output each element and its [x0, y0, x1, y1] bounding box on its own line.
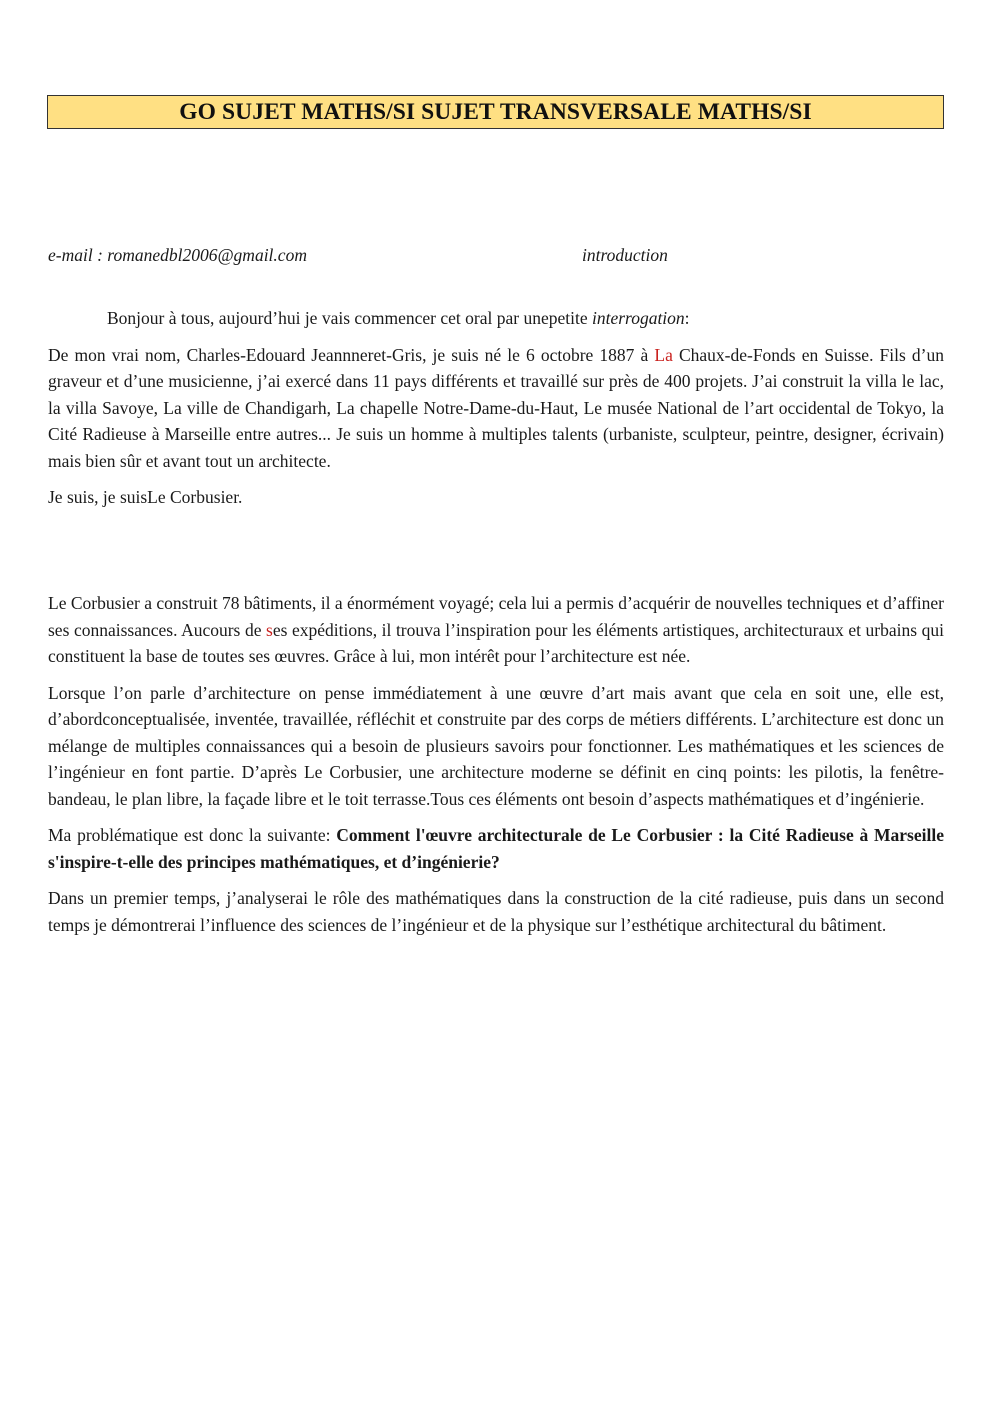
- travel-highlight: s: [266, 619, 273, 640]
- greeting-text: Bonjour à tous, aujourd’hui je vais commencer cet oral par unepetite: [107, 308, 592, 328]
- travel-text-2: es expéditions, il trouva l’inspiration pour les éléments artistiques, architecturaux et urbains qui constituent la base de toutes ses œuvres. Grâce à lui, mon intérêt pour l’architecture est née.: [48, 619, 944, 666]
- plan-paragraph: Dans un premier temps, j’analyserai le rôle des mathématiques dans la construction de la cité radieuse, puis dans un second temps je démontrerai l’influence des sciences de l’ingénieur et de la physique sur l’esthétique architectural du bâtiment.: [48, 888, 944, 935]
- greeting-paragraph: [48, 305, 944, 332]
- greeting-end: :: [684, 308, 690, 328]
- riddle-text-2: Chaux-de-Fonds en Suisse. Fils d’un graveur et d’une musicienne, j’ai exercé dans 11 pays différents et travaillé sur près de 400 projets. J’ai construit la villa le lac, la villa Savoye, La ville de Chandigarh, La chapelle Notre-Dame-du-Haut, Le musée National de l’art occidental de Tokyo, la Cité Radieuse à Marseille entre autres... Je suis un homme à multiples talents (urbaniste, sculpteur, peintre, designer, écrivain) mais bien sûr et avant tout un architecte.: [48, 344, 944, 471]
- riddle-highlight: La: [654, 344, 673, 365]
- travel-text-1: Le Corbusier a construit 78 bâtiments, il a énormément voyagé; cela lui a permis d’acquérir de nouvelles techniques et d’affiner ses connaissances. Aucours de: [48, 593, 944, 640]
- riddle-text-1: De mon vrai nom, Charles-Edouard Jeannneret-Gris, je suis né le 6 octobre 1887 à: [48, 344, 655, 365]
- greeting-emphasis: interrogation: [591, 308, 685, 328]
- riddle-paragraph: [48, 342, 944, 475]
- travel-paragraph: [48, 590, 944, 670]
- architecture-paragraph: Lorsque l’on parle d’architecture on pense immédiatement à une œuvre d’art mais avant que cela en soit une, elle est, d’abordconceptualisée, inventée, travaillée, réfléchit et construite par des corps de métiers différents. L’architecture est donc un mélange de multiples connaissances qui a besoin de plusieurs savoirs pour fonctionner. Les mathématiques et les sciences de l’ingénieur en font partie. D’après Le Corbusier, une architecture moderne se définit en cinq points: les pilotis, la fenêtre-bandeau, le plan libre, la façade libre et le toit terrasse.Tous ces éléments ont besoin d’aspects mathématiques et d’ingénierie.: [48, 682, 944, 809]
- title-banner: [47, 95, 944, 129]
- main-body-block: [48, 590, 944, 948]
- section-label: introduction: [582, 245, 668, 265]
- page-title: GO SUJET MATHS/SI SUJET TRANSVERSALE MATHS/SI: [179, 98, 812, 125]
- meta-line: [48, 245, 944, 269]
- problem-question: Comment l'œuvre architecturale de Le Corbusier : la Cité Radieuse à Marseille s'inspire-t-elle des principes mathématiques, et d’ingénierie?: [48, 825, 944, 872]
- problem-lead: Ma problématique est donc la suivante:: [48, 825, 337, 845]
- riddle-answer: Je suis, je suisLe Corbusier.: [48, 487, 243, 507]
- author-email: e-mail : romanedbl2006@gmail.com: [48, 245, 307, 265]
- problem-paragraph: [48, 822, 944, 875]
- introduction-block: [48, 305, 944, 521]
